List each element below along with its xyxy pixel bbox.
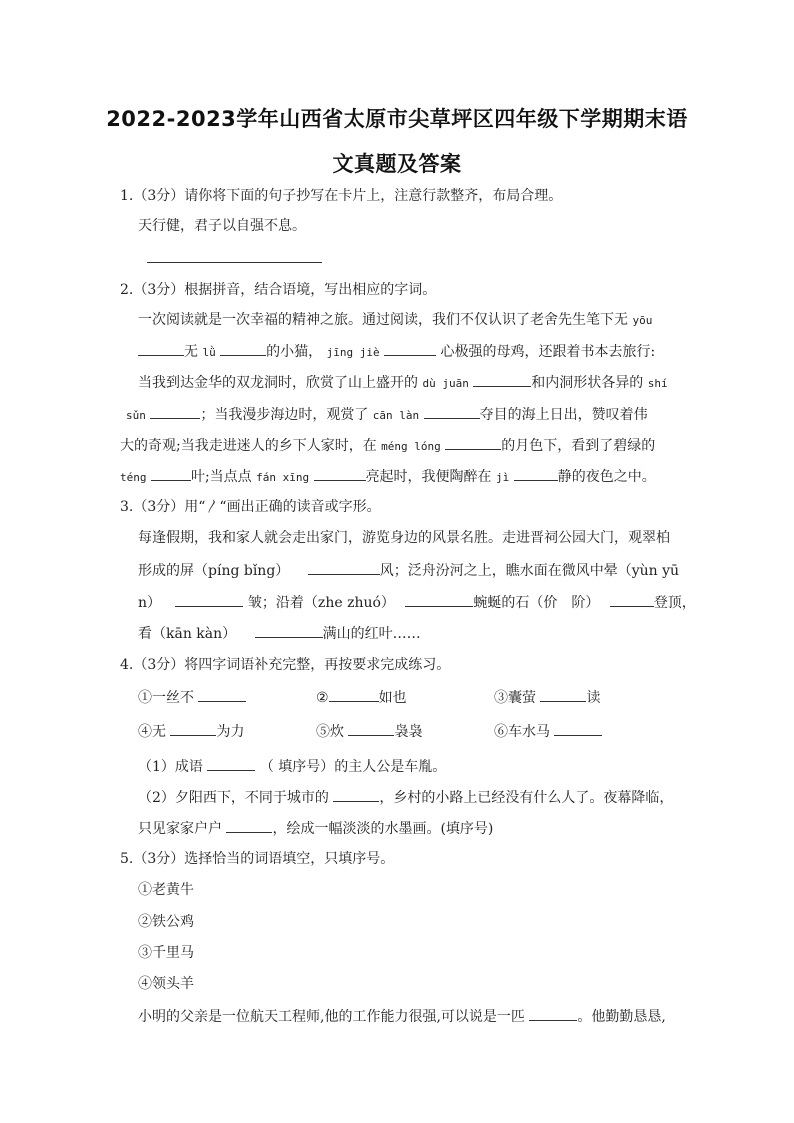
q2-text: 心极强的母鸡，还跟着书本去旅行: bbox=[440, 344, 656, 360]
q2-text: 夺目的海上日出，赞叹着伟 bbox=[479, 407, 648, 423]
q4-sub-3 bbox=[138, 818, 493, 839]
blank bbox=[405, 592, 473, 607]
q3-text: 蜿蜒的石（价 阶） bbox=[473, 595, 600, 611]
blank bbox=[329, 687, 379, 702]
q5-option-4: ④领头羊 bbox=[138, 976, 194, 992]
q4-item-4 bbox=[138, 721, 244, 742]
q4-text: ⑥车水马 bbox=[494, 724, 550, 740]
blank bbox=[170, 721, 216, 736]
blank bbox=[554, 721, 602, 736]
q3-text: 皱；沿着（zhe zhuó） bbox=[247, 595, 395, 611]
q4-item-6 bbox=[494, 721, 602, 742]
q2-text: 亮起时，我便陶醉在 bbox=[365, 469, 492, 485]
q2-line-6 bbox=[120, 466, 656, 488]
blank bbox=[445, 435, 501, 450]
q2-text: 的小猫， bbox=[266, 344, 323, 360]
blank bbox=[333, 787, 379, 802]
q4-text: （1）成语 bbox=[138, 759, 203, 775]
blank bbox=[198, 687, 246, 702]
blank bbox=[424, 404, 480, 419]
pinyin-teng: téng bbox=[120, 471, 147, 484]
q3-heading: 3.（3分）用“〳“画出正确的读音或字形。 bbox=[120, 499, 381, 515]
blank bbox=[220, 341, 266, 356]
q4-text: 如也 bbox=[378, 690, 407, 706]
q4-text: 为力 bbox=[216, 724, 245, 740]
q2-text: 无 bbox=[184, 344, 198, 360]
q1-heading: 1.（3分）请你将下面的句子抄写在卡片上，注意行款整齐，布局合理。 bbox=[120, 188, 563, 204]
q3-text: n） bbox=[138, 595, 162, 611]
pinyin-dujuan: dù juān bbox=[422, 377, 469, 390]
q2-text: 大的奇观;当我走进迷人的乡下人家时，在 bbox=[120, 438, 377, 454]
blank bbox=[514, 466, 558, 481]
q4-text: ，绘成一幅淡淡的水墨画。(填序号) bbox=[272, 821, 494, 837]
q5-heading: 5.（3分）选择恰当的词语填空，只填序号。 bbox=[120, 851, 395, 867]
q2-heading: 2.（3分）根据拼音，结合语境，写出相应的字词。 bbox=[120, 282, 437, 298]
pinyin-menglong: méng lóng bbox=[381, 440, 441, 453]
q3-text: 形成的屏（píng bǐng） bbox=[138, 563, 290, 579]
q4-text: 袅袅 bbox=[394, 724, 423, 740]
q4-text: （ 填序号）的主人公是车胤。 bbox=[259, 759, 447, 775]
q2-line-2 bbox=[138, 341, 655, 363]
q2-line-5 bbox=[120, 435, 655, 457]
pinyin-lv: lǜ bbox=[202, 346, 216, 359]
q2-line-4 bbox=[126, 404, 648, 426]
q5-text: 。他勤勤恳恳, bbox=[577, 1009, 666, 1025]
q4-text: ⑤炊 bbox=[316, 724, 344, 740]
blank bbox=[138, 341, 184, 356]
q5-option-3: ③千里马 bbox=[138, 945, 194, 961]
blank bbox=[207, 756, 255, 771]
q3-text: 满山的红叶…… bbox=[322, 626, 421, 642]
q4-text: ，乡村的小路上已经没有什么人了。夜幕降临， bbox=[379, 790, 674, 806]
q2-text: 当我到达金华的双龙洞时，欣赏了山上盛开的 bbox=[138, 375, 418, 391]
q5-option-2: ②铁公鸡 bbox=[138, 914, 194, 930]
blank bbox=[175, 592, 243, 607]
blank bbox=[540, 687, 586, 702]
blank bbox=[226, 818, 272, 833]
q4-text: 读 bbox=[586, 690, 601, 706]
q4-text: ② bbox=[316, 690, 329, 706]
blank bbox=[255, 623, 323, 638]
q3-line-4 bbox=[138, 623, 421, 644]
q3-line-2 bbox=[138, 560, 679, 581]
q3-line-3 bbox=[138, 592, 696, 613]
blank bbox=[529, 1006, 577, 1021]
q4-item-5 bbox=[316, 721, 422, 742]
q4-item-3 bbox=[494, 687, 600, 708]
pinyin-canlan: cān làn bbox=[372, 409, 420, 422]
q3-text: 风；泛舟汾河之上，瞧水面在微风中晕（yùn yū bbox=[379, 563, 680, 579]
q4-heading: 4.（3分）将四字词语补充完整，再按要求完成练习。 bbox=[120, 657, 451, 673]
q5-option-1: ①老黄牛 bbox=[138, 882, 194, 898]
blank bbox=[314, 466, 366, 481]
pinyin-fanxing: fán xīng bbox=[256, 471, 310, 484]
q2-line-3 bbox=[138, 372, 668, 394]
blank bbox=[150, 404, 200, 419]
blank bbox=[151, 466, 191, 481]
q3-text: 看（kān kàn） bbox=[138, 626, 237, 642]
q2-text: 和内洞形状各异的 bbox=[531, 375, 644, 391]
doc-title-line2: 文真题及答案 bbox=[332, 152, 462, 176]
doc-title-line1: 2022-2023学年山西省太原市尖草坪区四年级下学期期末语 bbox=[106, 107, 688, 131]
q4-text: ①一丝不 bbox=[138, 690, 194, 706]
q3-text: 登顶， bbox=[653, 595, 696, 611]
q3-line-1: 每逢假期，我和家人就会走出家门，游览身边的风景名胜。走进晋祠公园大门，观翠柏 bbox=[138, 530, 670, 546]
q4-item-2 bbox=[316, 687, 407, 708]
q2-text: 的月色下，看到了碧绿的 bbox=[501, 438, 656, 454]
q1-answer-blank bbox=[147, 248, 322, 263]
q4-text: （2）夕阳西下，不同于城市的 bbox=[138, 790, 329, 806]
blank bbox=[348, 721, 394, 736]
q5-text: 小明的父亲是一位航天工程师,他的工作能力很强,可以说是一匹 bbox=[138, 1009, 525, 1025]
pinyin-jingjie: jīng jiè bbox=[326, 346, 380, 359]
q2-text: 叶;当点点 bbox=[190, 469, 252, 485]
blank bbox=[308, 560, 380, 575]
blank bbox=[473, 372, 531, 387]
q2-text: 静的夜色之中。 bbox=[557, 469, 656, 485]
q4-text: ④无 bbox=[138, 724, 166, 740]
q4-text: 只见家家户户 bbox=[138, 821, 222, 837]
pinyin-sun: sǔn bbox=[126, 409, 146, 422]
q4-sub-1 bbox=[138, 756, 446, 777]
q4-text: ③囊萤 bbox=[494, 690, 536, 706]
q2-text: ；当我漫步海边时，观赏了 bbox=[200, 407, 369, 423]
q2-text: 一次阅读就是一次幸福的精神之旅。通过阅读，我们不仅认识了老舍先生笔下无 bbox=[138, 312, 628, 328]
pinyin-ji: jì bbox=[496, 471, 510, 484]
pinyin-you: yōu bbox=[632, 314, 653, 327]
pinyin-shi: shí bbox=[647, 377, 668, 390]
blank bbox=[610, 592, 654, 607]
q1-sentence: 天行健，君子以自强不息。 bbox=[138, 218, 306, 234]
q4-sub-2 bbox=[138, 787, 673, 808]
blank bbox=[384, 341, 436, 356]
q5-passage bbox=[138, 1006, 666, 1027]
q4-item-1 bbox=[138, 687, 246, 708]
q2-line-1 bbox=[138, 310, 652, 331]
